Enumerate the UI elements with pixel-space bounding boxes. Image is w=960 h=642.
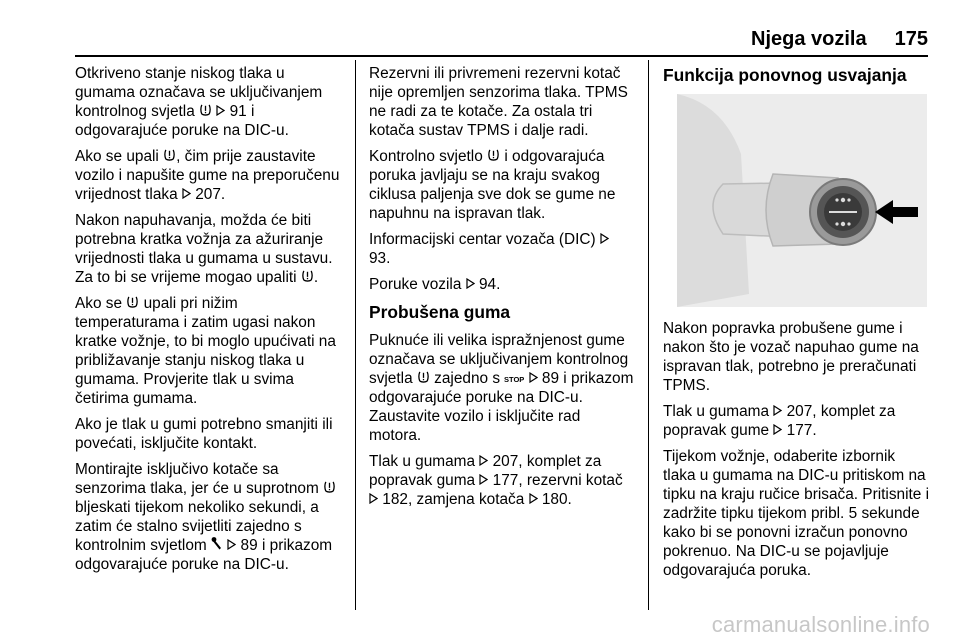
tire-pressure-warning-icon [163,148,176,163]
col3-paragraphs [663,319,931,580]
tire-pressure-warning-icon [199,103,212,118]
wiper-lever-figure [663,94,928,307]
wiper-lever-button-illustration [663,94,928,307]
page-reference-triangle-icon [479,454,488,468]
paragraph: Informacijski centar vozača (DIC) 93. [369,230,634,268]
svg-text:STOP: STOP [504,375,525,383]
page-reference-triangle-icon [529,371,538,385]
page-header [0,28,928,51]
column-divider [648,60,649,610]
page-reference-triangle-icon [369,492,378,506]
paragraph: Ako je tlak u gumi potrebno smanjiti ili povećati, isključite kontakt. [75,416,333,452]
tire-pressure-warning-icon [301,269,314,284]
page-reference-triangle-icon [182,187,191,201]
page-reference-triangle-icon [466,277,475,291]
paragraph: Montirajte isključivo kotače sa senzorima tlaka, jer će u suprotnom bljeskati tijekom nekoliko sekundi, a zatim će stalno svijetliti zajedno s kontrolnim svjetlom 89 i prikazom odgovarajuće poruke na DIC-u. [75,460,345,574]
paragraph: Ako se upali pri nižim temperaturama i zatim ugasi nakon kratke vožnje, to bi moglo upućivati na približavanje stanju niskog tlaka u gumama. Provjerite tlak u svima četirima gumama. [75,295,336,407]
section-heading-flat-tyre: Probušena guma [369,302,511,322]
column-divider [355,60,356,610]
col2-paragraphs-after [369,331,634,509]
stop-icon [504,371,524,385]
paragraph: Tijekom vožnje, odaberite izbornik tlaka u gumama na DIC-u pritiskom na tipku na kraju ručice brisača. Pritisnite i zadržite tipku tijekom pribl. 5 sekunde kako bi se ponovni izračun ponovno pokrenuo. Na DIC-u se pojavljuje odgovarajuća poruka. [663,448,930,579]
tire-pressure-warning-icon [323,480,336,495]
col1-paragraphs [75,64,345,574]
service-wrench-icon [211,537,223,552]
page-reference-triangle-icon [773,404,782,418]
header-rule [75,55,928,57]
paragraph: Rezervni ili privremeni rezervni kotač nije opremljen senzorima tlaka. TPMS ne radi za te kotače. Za ostala tri kotača sustav TPMS i dalje radi. [369,65,628,139]
column-right [663,64,931,587]
tire-pressure-warning-icon [126,295,139,310]
paragraph: Ako se upali , čim prije zaustavite vozilo i napušite gume na preporučenu vrijednost tlaka 207. [75,148,340,203]
page-number: 175 [894,28,928,50]
paragraph: Otkriveno stanje niskog tlaka u gumama označava se uključivanjem kontrolnog svjetla 91 i odgovarajuće poruke na DIC-u. [75,65,323,139]
tire-pressure-warning-icon [487,148,500,163]
page-title: Njega vozila [751,28,867,50]
tire-pressure-warning-icon [417,370,430,385]
page-reference-triangle-icon [216,104,225,118]
paragraph: Puknuće ili velika ispražnjenost gume označava se uključivanjem kontrolnog svjetla zajedno s STOP 89 i prikazom odgovarajuće poruke na DIC-u. Zaustavite vozilo i isključite rad motora. [369,332,634,444]
section-heading-relearn: Funkcija ponovnog usvajanja [663,65,907,85]
page-reference-triangle-icon [227,538,236,552]
paragraph: Tlak u gumama 207, komplet za popravak gume 177. [663,403,896,439]
page-reference-triangle-icon [600,232,609,246]
watermark: carmanualsonline.info [711,612,930,637]
paragraph: Tlak u gumama 207, komplet za popravak guma 177, rezervni kotač 182, zamjena kotača 180. [369,453,623,508]
page-reference-triangle-icon [773,423,782,437]
paragraph: Kontrolno svjetlo i odgovarajuća poruka javljaju se na kraju svakog ciklusa paljenja sve dok se gume ne napuhnu na ispravan tlak. [369,148,616,222]
paragraph: Poruke vozila 94. [369,276,501,293]
page-reference-triangle-icon [479,473,488,487]
col2-paragraphs [369,64,634,294]
column-middle [369,64,634,516]
page-reference-triangle-icon [529,492,538,506]
paragraph: Nakon napuhavanja, možda će biti potrebna kratka vožnja za ažuriranje vrijednosti tlaka u gumama u sustavu. Za to bi se vrijeme mogao upaliti . [75,212,333,286]
paragraph: Nakon popravka probušene gume i nakon što je vozač napuhao gume na ispravan tlak, potrebno je preračunati TPMS. [663,320,919,394]
column-left [75,64,345,581]
